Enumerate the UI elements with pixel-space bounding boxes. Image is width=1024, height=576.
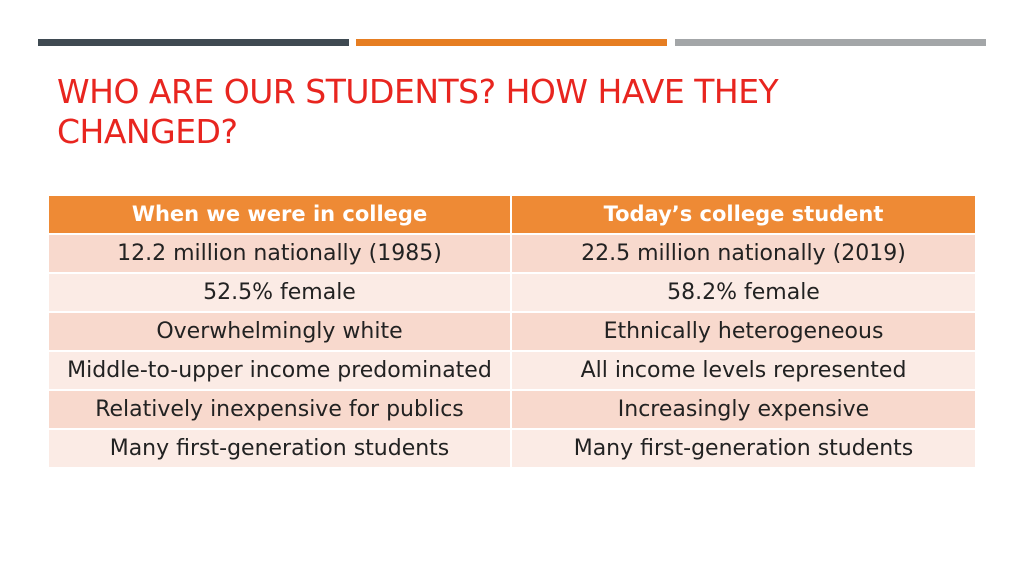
cell-now: 58.2% female <box>512 274 975 313</box>
accent-bar-dark <box>38 39 349 46</box>
table-row <box>49 430 975 469</box>
cell-then: 12.2 million nationally (1985) <box>49 235 512 274</box>
header-now: Today’s college student <box>512 196 975 235</box>
table-header-row <box>49 196 975 235</box>
cell-now: Many first-generation students <box>512 430 975 469</box>
cell-then: Many first-generation students <box>49 430 512 469</box>
table-row <box>49 274 975 313</box>
cell-then: Relatively inexpensive for publics <box>49 391 512 430</box>
accent-bar-orange <box>356 39 667 46</box>
cell-now: Increasingly expensive <box>512 391 975 430</box>
accent-bar-gray <box>675 39 986 46</box>
slide-title: WHO ARE OUR STUDENTS? HOW HAVE THEY CHANGED? <box>57 72 779 151</box>
table-row <box>49 352 975 391</box>
cell-now: Ethnically heterogeneous <box>512 313 975 352</box>
cell-then: 52.5% female <box>49 274 512 313</box>
header-then: When we were in college <box>49 196 512 235</box>
cell-now: 22.5 million nationally (2019) <box>512 235 975 274</box>
cell-then: Middle-to-upper income predominated <box>49 352 512 391</box>
table-row <box>49 313 975 352</box>
cell-now: All income levels represented <box>512 352 975 391</box>
comparison-table <box>49 196 975 469</box>
cell-then: Overwhelmingly white <box>49 313 512 352</box>
table-row <box>49 235 975 274</box>
table-row <box>49 391 975 430</box>
